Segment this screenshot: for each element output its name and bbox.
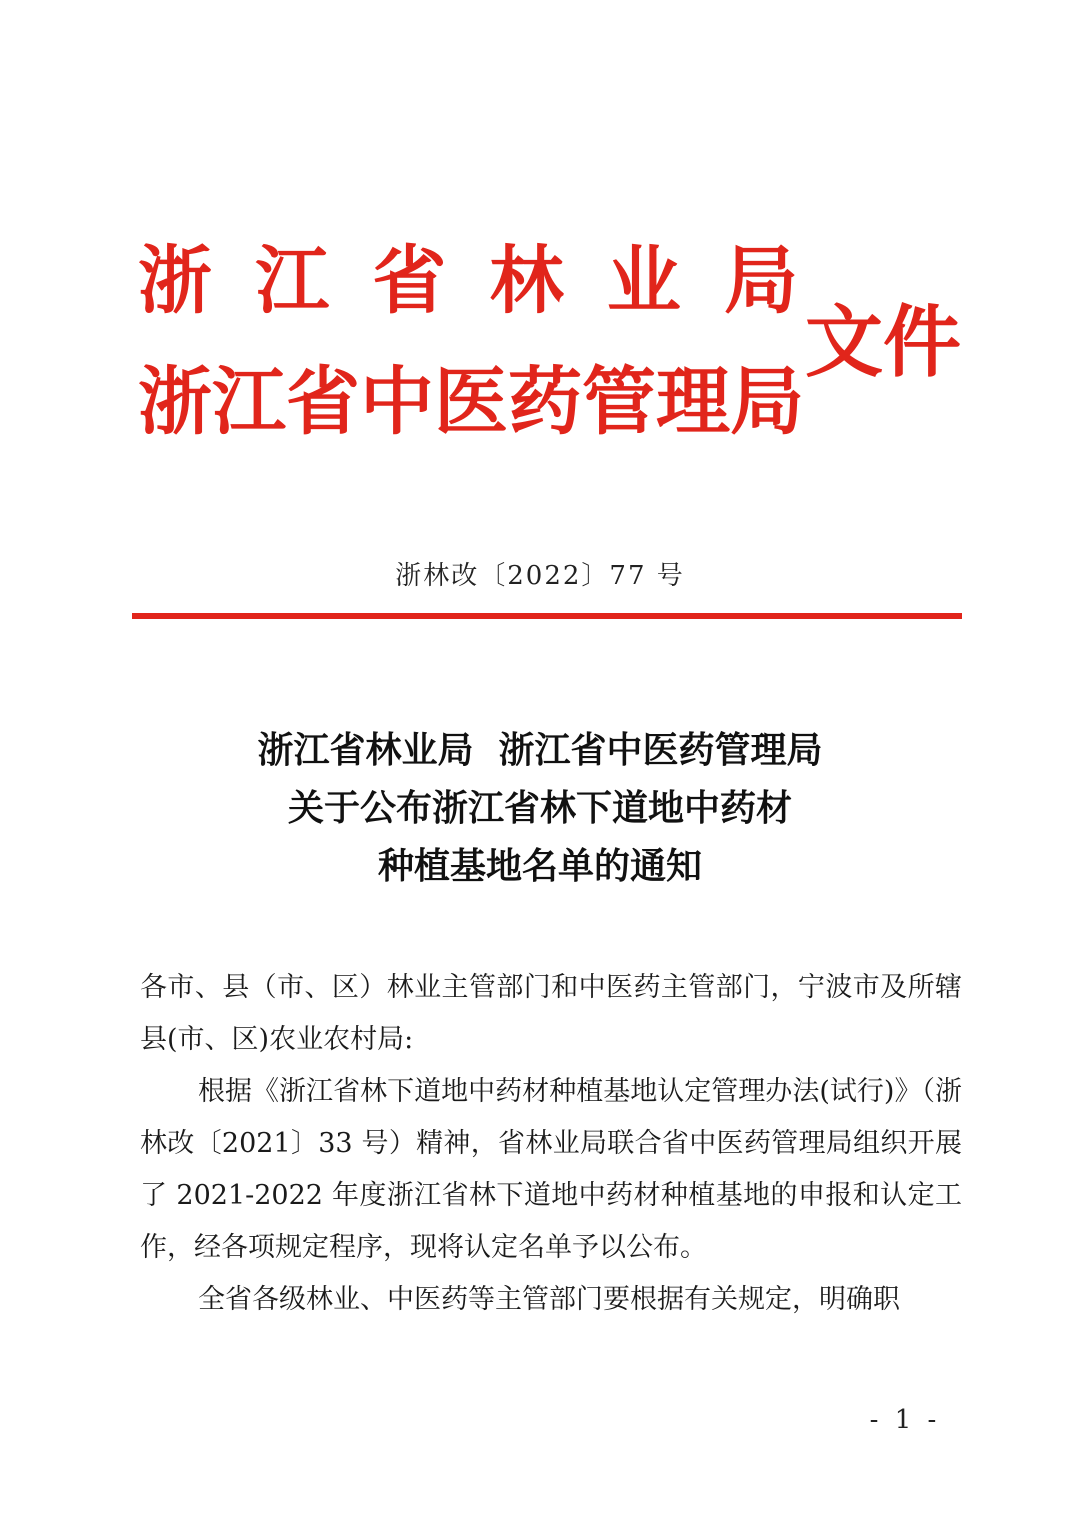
masthead-char: 省 xyxy=(372,238,447,324)
masthead-char: 江 xyxy=(255,238,330,324)
masthead-authority-tcm xyxy=(138,357,804,447)
document-body xyxy=(140,962,962,1326)
red-separator-line xyxy=(132,613,962,619)
masthead-char: 省 xyxy=(286,359,360,445)
paragraph-2: 全省各级林业、中医药等主管部门要根据有关规定，明确职 xyxy=(198,1284,900,1315)
document-title xyxy=(0,722,1080,896)
masthead-char: 江 xyxy=(212,359,286,445)
masthead-char: 业 xyxy=(606,238,681,324)
paragraph-1: 根据《浙江省林下道地中药材种植基地认定管理办法(试行)》（浙林改〔2021〕33 号）精神，省林业局联合省中医药管理局组织开展了 2021-2022 年度浙江省林下道地中药材种植基地的申报和认定工作，经各项规定程序，现将认定名单予以公布。 xyxy=(140,1076,962,1263)
masthead-char: 中 xyxy=(360,359,434,445)
title-line-3: 种植基地名单的通知 xyxy=(377,846,702,887)
masthead-authority-forestry xyxy=(138,236,798,326)
page-number: - 1 - xyxy=(869,1405,941,1435)
masthead-char: 管 xyxy=(582,359,656,445)
masthead-char: 医 xyxy=(434,359,508,445)
masthead-suffix: 文件 xyxy=(805,297,962,388)
masthead-char: 理 xyxy=(656,359,730,445)
title-line-1: 浙江省林业局 浙江省中医药管理局 xyxy=(257,730,823,771)
masthead-char: 浙 xyxy=(138,359,212,445)
addressee: 各市、县（市、区）林业主管部门和中医药主管部门，宁波市及所辖县(市、区)农业农村局: xyxy=(140,972,962,1055)
title-line-2: 关于公布浙江省林下道地中药材 xyxy=(287,788,792,829)
masthead-char: 局 xyxy=(723,238,798,324)
masthead-char: 药 xyxy=(508,359,582,445)
masthead-char: 浙 xyxy=(138,238,212,324)
document-number: 浙林改〔2022〕77 号 xyxy=(395,561,685,591)
masthead-char: 局 xyxy=(730,359,804,445)
masthead-char: 林 xyxy=(489,238,564,324)
